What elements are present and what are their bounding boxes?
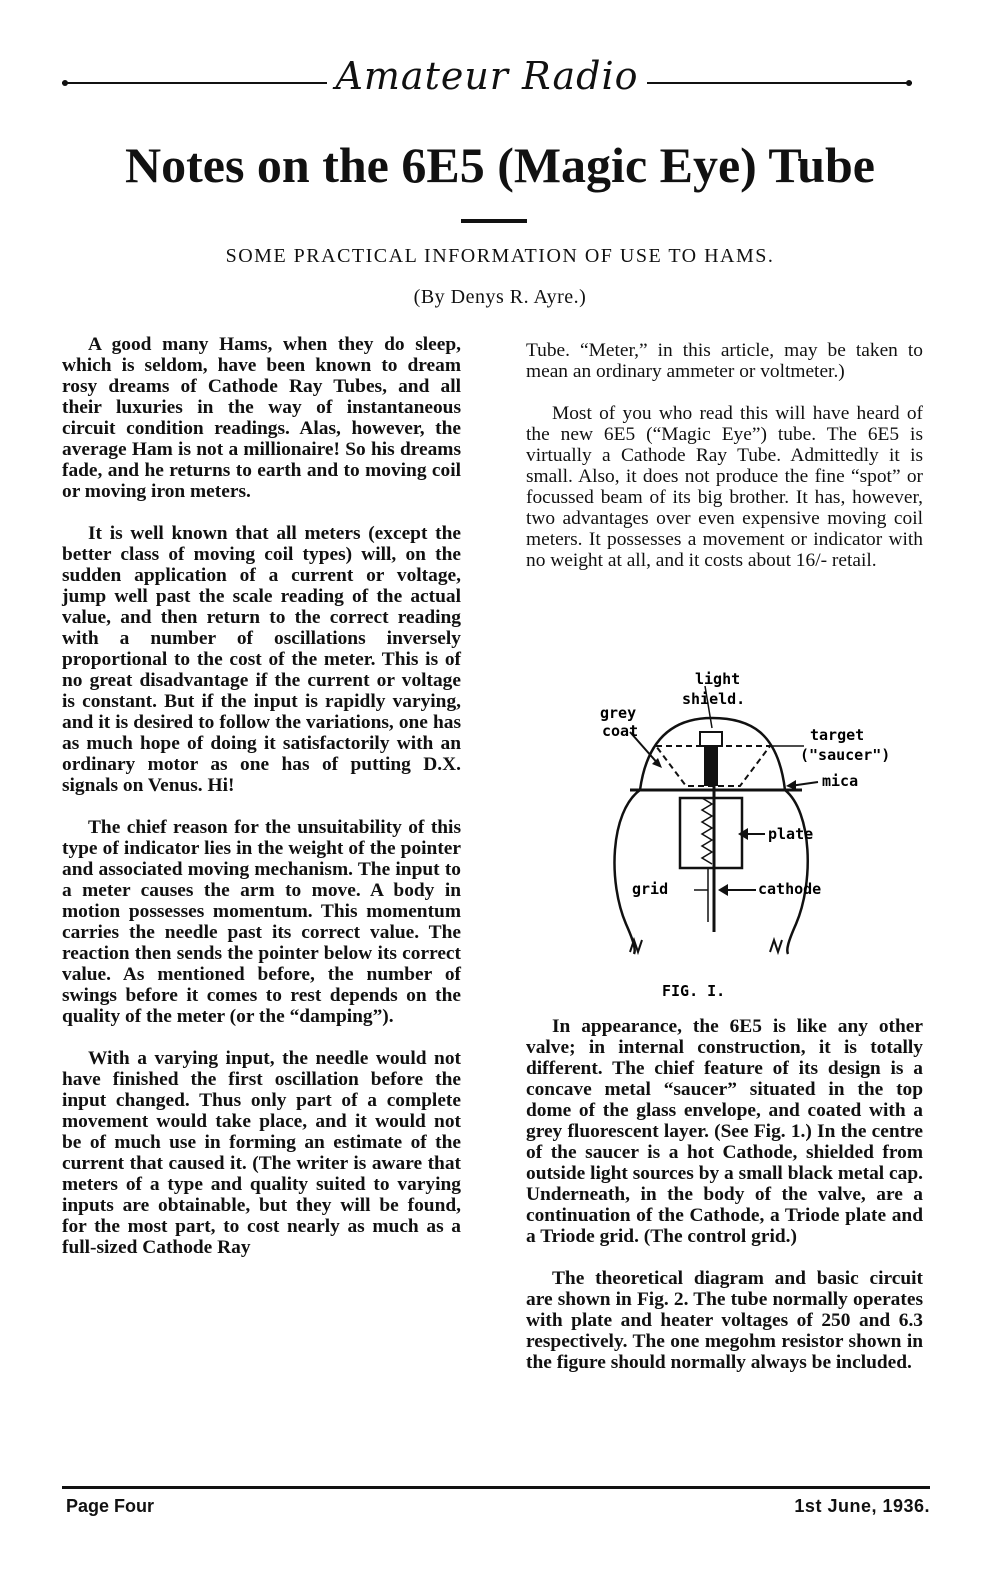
paragraph: Tube. “Meter,” in this article, may be taken to mean an ordinary ammeter or voltmeter.): [526, 340, 923, 382]
left-column: [62, 334, 461, 1279]
label-saucer: ("saucer"): [800, 746, 891, 764]
paragraph: It is well known that all meters (except the better class of moving coil types) will, on the sudden application of a current or voltage, jump well past the scale reading of the actual value, and then return to the correct reading with a number of oscillations inversely proportional to the cost of the meter. This is of no great disadvantage if the current or voltage is constant. But if the input is rapidly varying, and it is desired to follow the variations, one has as much hope of doing it satisfactorily with an ordinary motor as one has of putting D.X. signals on Venus. Hi!: [62, 523, 461, 796]
envelope-left: [614, 790, 640, 954]
figure-1-tube-diagram: [590, 662, 920, 1007]
label-target: target: [810, 726, 865, 744]
paragraph: The theoretical diagram and basic circuit are shown in Fig. 2. The tube normally operates with plate and heater voltages of 250 and 6.3 respectively. The one megohm resistor shown in the figure should normally always be included.: [526, 1268, 923, 1373]
label-grid: grid: [632, 880, 669, 898]
pin-right: [770, 940, 782, 952]
paragraph: With a varying input, the needle would not have finished the first oscillation before the input changed. Thus only part of a complete movement would take place, and it would not be of much use in forming an estimate of the current that caused it. (The writer is aware that meters of a type and quality suited to varying inputs are obtainable, but they will be found, for the most part, to cost nearly as much as a full-sized Cathode Ray: [62, 1048, 461, 1258]
paragraph: A good many Hams, when they do sleep, which is seldom, have been known to dream rosy dreams of Cathode Ray Tubes, and all their luxuries in the way of instantaneous circuit condition readings. Alas, however, the average Ham is not a millionaire! So his dreams fade, and he returns to earth and to moving coil or moving iron meters.: [62, 334, 461, 502]
article-title: Notes on the 6E5 (Magic Eye) Tube: [125, 137, 875, 193]
label-mica: mica: [822, 772, 859, 790]
article-subtitle: SOME PRACTICAL INFORMATION OF USE TO HAMS.: [225, 245, 775, 267]
label-cathode: cathode: [758, 880, 822, 898]
shield-cap: [700, 732, 722, 746]
envelope-right: [785, 790, 808, 954]
paragraph: The chief reason for the unsuitability of this type of indicator lies in the weight of the pointer and associated moving mechanism. The input to a meter causes the arm to move. A body in motion possesses momentum. This momentum carries the needle past its correct value. The reaction then sends the pointer below its correct value. As mentioned before, the number of swings before it comes to rest depends on the quality of the meter (or the “damping”).: [62, 817, 461, 1027]
label-coat: coat: [602, 722, 639, 740]
label-light: light: [695, 670, 741, 688]
grid-coil: [702, 798, 712, 864]
figure-caption: FIG. I.: [662, 982, 726, 1000]
right-column-top: [526, 340, 923, 592]
masthead: [62, 52, 912, 112]
label-plate: plate: [768, 825, 814, 843]
shield-post: [704, 746, 718, 786]
title-divider: [461, 219, 527, 223]
footer-date: 1st June, 1936.: [794, 1496, 930, 1516]
label-grey: grey: [600, 704, 637, 722]
article-byline: (By Denys R. Ayre.): [413, 286, 587, 308]
label-shield: shield.: [682, 690, 746, 708]
tube-diagram: [590, 662, 920, 1007]
masthead-title: Amateur Radio: [62, 54, 912, 98]
footer-page-number: Page Four: [66, 1496, 155, 1516]
paragraph: Most of you who read this will have heard of the new 6E5 (“Magic Eye”) tube. The 6E5 is virtually a Cathode Ray Tube. Admittedly it is small. Also, it does not produce the fine “spot” or focussed beam of its big brother. It has, however, two advantages over even expensive moving coil meters. It possesses a movement or indicator with no weight at all, and it costs about 16/- retail.: [526, 403, 923, 571]
plate-rect: [680, 798, 742, 868]
right-column-bottom: [526, 1016, 923, 1394]
footer-rule: [62, 1486, 930, 1489]
paragraph: In appearance, the 6E5 is like any other valve; in internal construction, it is totally different. The chief feature of its design is a concave metal “saucer” situated in the top dome of the glass envelope, and coated with a grey fluorescent layer. (See Fig. 1.) In the centre of the saucer is a hot Cathode, shielded from outside light sources by a small black metal cap. Underneath, in the body of the valve, are a continuation of the Cathode, a Triode plate and a Triode grid. (The control grid.): [526, 1016, 923, 1247]
